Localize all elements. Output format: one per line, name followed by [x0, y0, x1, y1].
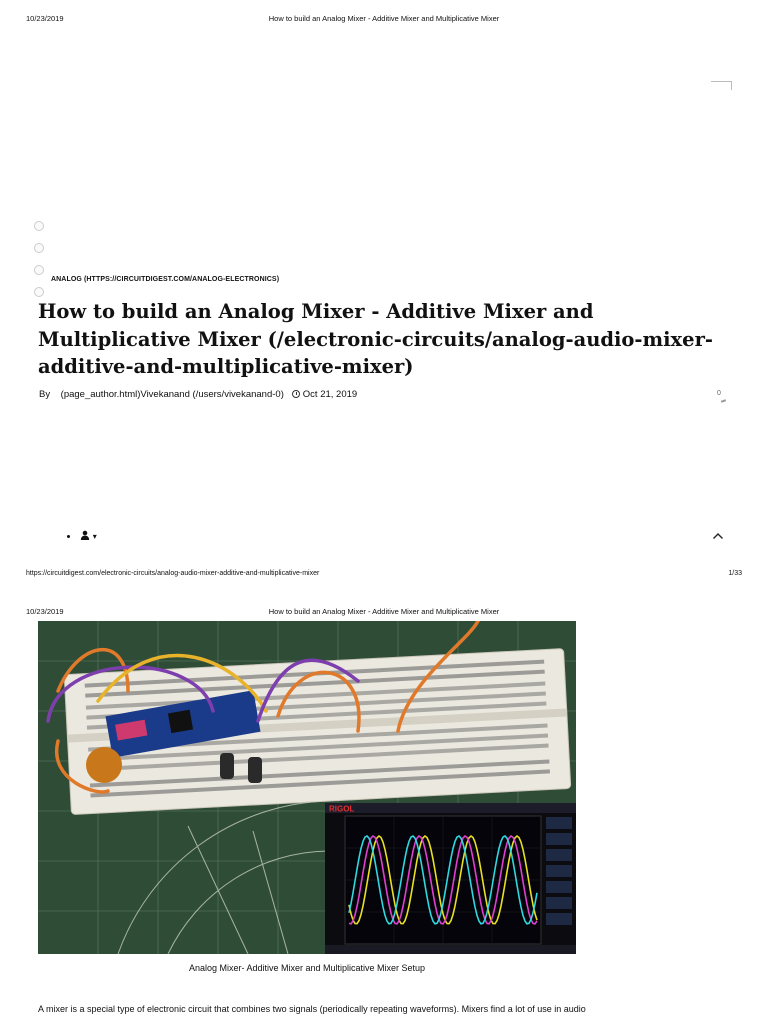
- by-label: By: [39, 389, 51, 400]
- print-title: How to build an Analog Mixer - Additive Mixer and Multiplicative Mixer: [268, 14, 500, 23]
- user-menu-caret-icon: ▾: [92, 532, 97, 541]
- print-date-2: 10/23/2019: [26, 607, 64, 616]
- category-link[interactable]: ANALOG (HTTPS://CIRCUITDIGEST.COM/ANALOG-ELECTRONICS): [51, 276, 280, 283]
- print-title-2: How to build an Analog Mixer - Additive Mixer and Multiplicative Mixer: [268, 607, 500, 616]
- share-email-icon[interactable]: [34, 287, 44, 297]
- clock-icon: [292, 390, 300, 398]
- scope-brand: RIGOL: [329, 804, 355, 814]
- comment-count[interactable]: 0: [717, 390, 721, 397]
- setup-photo: [38, 621, 576, 954]
- article-title[interactable]: How to build an Analog Mixer - Additive Mixer and Multiplicative Mixer (/electronic-circuits/analog-audio-mixer-additive-and-multiplicative-mixer): [38, 300, 713, 378]
- print-date: 10/23/2019: [26, 14, 64, 23]
- print-header: [0, 14, 768, 28]
- print-header-2: [0, 607, 768, 621]
- user-menu[interactable]: [80, 530, 97, 542]
- comment-icon: [721, 399, 726, 403]
- chevron-up-icon[interactable]: [712, 531, 724, 541]
- article-date: Oct 21, 2019: [302, 389, 358, 400]
- share-linkedin-icon[interactable]: [34, 265, 44, 275]
- print-url: https://circuitdigest.com/electronic-circuits/analog-audio-mixer-additive-and-multiplicative-mixer: [26, 570, 320, 577]
- share-twitter-icon[interactable]: [34, 243, 44, 253]
- article-paragraph: A mixer is a special type of electronic circuit that combines two signals (periodically repeating waveforms). Mixers find a lot of use in audio: [38, 1004, 586, 1014]
- page-number: 1/33: [728, 570, 742, 577]
- share-facebook-icon[interactable]: [34, 221, 44, 231]
- user-icon: [80, 530, 90, 540]
- setup-illustration: [38, 621, 576, 954]
- article-meta: [39, 389, 357, 400]
- nav-bullet: [67, 535, 70, 538]
- corner-mark: [711, 81, 732, 90]
- print-footer: [0, 570, 768, 582]
- author-link[interactable]: (page_author.html)Vivekanand (/users/vivekanand-0): [60, 389, 284, 400]
- figure-caption: Analog Mixer- Additive Mixer and Multiplicative Mixer Setup: [188, 963, 426, 973]
